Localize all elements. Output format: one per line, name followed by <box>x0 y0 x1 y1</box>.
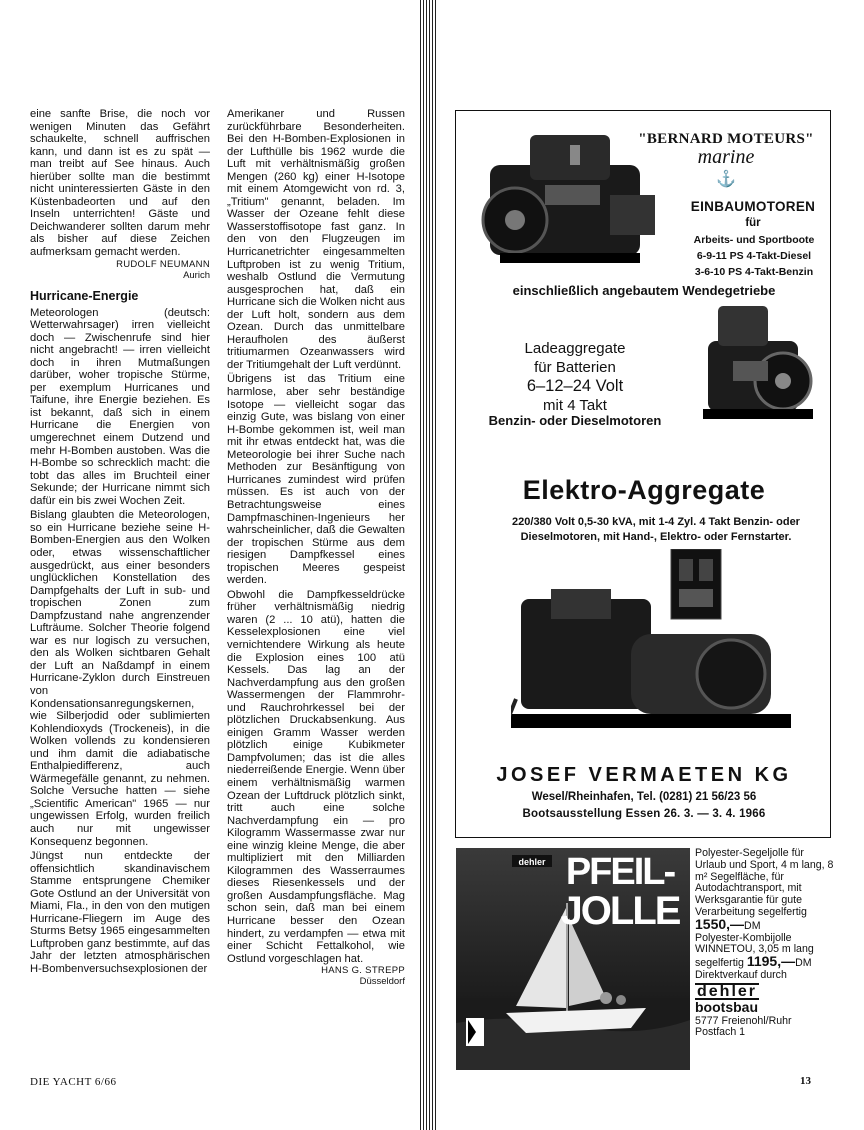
page-spine <box>420 0 436 1130</box>
lade-line: mit 4 Takt <box>543 397 607 414</box>
article-column-2 <box>227 108 405 995</box>
spec-diesel: 6-9-11 PS 4-Takt-Diesel <box>696 250 812 262</box>
article-paragraph: Jüngst nun entdeckte der offensichtlich skandinavischem Stamme entsprungene Chemiker Gote Ostlund an der Universität von Miami, Fla., in den von den mutigen Hurricane-Fliegern im Auge des Sturms Betsy 1965 eingesammelten Luftproben ganz bestimmte, auf das Jahr der letzten atmosphärischen H-Bombenversuchsexplosionen der <box>30 850 210 975</box>
exhibition-dates: Bootsausstellung Essen 26. 3. — 3. 4. 1966 <box>522 808 766 820</box>
pfeil-jolle-title <box>550 848 690 928</box>
wendegetriebe-line: einschließlich angebautem Wendegetriebe <box>512 283 776 298</box>
title-line-1: PFEIL- <box>565 851 675 893</box>
article-paragraph: eine sanfte Brise, die noch vor wenigen Minuten das Gefährt schaukelte, schnell auffrischen kann, und dann ist es zu spät — man treibt auf See hinaus. Auch hierüber sollte man die bestimmt nicht uninteressierten Gäste in den Küstenbadeorten und auf den Inseln unterrichten! Gäste und Deichwanderer sollten darum mehr als bisher auf diese Zeichen aufmerksam gemacht werden. <box>30 108 210 259</box>
winnetou-description: Polyester-Kombijolle WINNETOU, 3,05 m lang segelfertig <box>695 931 814 970</box>
author-place: Aurich <box>183 269 210 281</box>
author-signature: HANS G. STREPP <box>321 965 405 977</box>
company-address: Wesel/Rheinhafen, Tel. (0281) 21 56/23 56 <box>531 791 757 803</box>
article-paragraph: Übrigens ist das Tritium eine harmlose, aber sehr beständige Isotope — vielleicht sogar das einzig Gute, was bislang von einer H-Bombe gekommen ist, weil man mit ihr etwas entdeckt hat, was die Meteorologie bei ihrer Suche nach Methoden zur Besänftigung von Hurricanes zumindest wird prüfen müssen. Es ist auch von der Betrachtungsweise eines Dampfmaschinen-Ingenieurs her wahrscheinlicher, daß die Gewalten der tropischen Stürme aus dem riesigen Dampfkessel eines tropischen Meeres gespeist werden. <box>227 373 405 587</box>
article-paragraph: Obwohl die Dampfkesseldrücke früher verhältnismäßig niedrig waren (2 ... 10 atü), hatten die Kesselexplosionen eine viel vernichtendere Wirkung als heute die Explosion eines 100 atü Kessels. Das lag an der Nachverdampfung aus den großen Wassermengen der Flammrohr- und Rauchrohrkessel bei der plötzlichen Druckabsenkung. Aus einigen Gramm Wasser werden plötzlich einige Kubikmeter Dampfvolumen; das ist die alles niederreißende Energie. Wenn über einem verhältnismäßig warmen Ozean der Luftdruck plötzlich sinkt, tritt auch eine solche Nachverdampfung ein — pro Kilogramm Wassermasse zwar nur eine winzig kleine Menge, die aber multipliziert mit den Milliarden Kilogrammen des Wasserraumes dieses Riesenkessels und der großen Ausdampfungsfläche. Mag schon sein, daß man bei einem Hurricane besser den Ozean hindert, zu verdampfen — etwa mit einer Schicht Fettalkohol, wie Ostlund vorgeschlagen hat. <box>227 588 405 965</box>
elektro-aggregate-heading: Elektro-Aggregate <box>522 475 766 505</box>
article-heading: Hurricane-Energie <box>30 288 139 303</box>
jolle-price: 1550,— <box>695 915 745 932</box>
boats-label: Arbeits- und Sportboote <box>693 234 815 246</box>
article-paragraph: Bislang glaubten die Meteorologen, so ein Hurricane beziehe seine H-Bomben-Energien aus den Wolken oder, etwas wissenschaftlicher ausgedrückt, aus einer besonders unglücklichen Konstellation des Dampfgehalts der Luft in sub- und tropischen Zonen zum Dampfzustand nahe angrenzender Lufträume. Solcher Theorie folgend war es nur logisch zu versuchen, den als Wolken sichtbaren Gehalt der Luft an Naßdampf in einem Hurricane-Zyklon durch Einstreuen von Kondensationsanregungskernen, wie Silberjodid oder sublimierten Kohlendioxyds (Trockeneis), in die Wolken vollends zu kondensieren und ihm damit die adiabatische Enthalpiedifferenz, auch Wärmegefälle genannt, zu nehmen. Solche Versuche hatten — siehe „Scientific American" 1965 — nur ungewissen Erfolg, wurden freilich auch nur mit ungewisser Konsequenz begonnen. <box>30 509 210 848</box>
title-line-2: JOLLE <box>560 889 680 928</box>
elektro-aggregate-spec: 220/380 Volt 0,5-30 kVA, mit 1-4 Zyl. 4 Takt Benzin- oder Dieselmotoren, mit Hand-, Elektro- oder Fernstarter. <box>512 516 800 543</box>
advertisement-vermaeten <box>455 110 831 838</box>
dehler-wordmark <box>512 850 552 874</box>
bernard-logo <box>636 131 816 189</box>
brand-subtitle: marine <box>697 146 755 168</box>
company-name: JOSEF VERMAETEN KG <box>496 764 792 786</box>
page-number: 13 <box>800 1075 811 1087</box>
anchor-icon: ⚓ <box>716 171 736 188</box>
author-place: Düsseldorf <box>359 976 405 988</box>
ladeaggregate-block <box>470 339 680 415</box>
advertisement-dehler <box>456 848 832 1073</box>
magazine-footer: DIE YACHT 6/66 <box>30 1076 117 1088</box>
dehler-address: 5777 Freienohl/Ruhr <box>695 1014 792 1027</box>
einbaumotoren-heading: EINBAUMOTOREN <box>690 199 816 214</box>
dehler-postfach: Postfach 1 <box>695 1026 746 1039</box>
article-paragraph: Meteorologen (deutsch: Wetterwahrsager) irren vielleicht doch — Zwischenrufe sind hier nicht angebracht! — irren vielleicht doch in ihren Mutmaßungen darüber, woher tropische Stürme, per exemplum Hurricanes und Taifune, ihre Energie beziehen. Es ist bekannt, daß sich in einem Hurricane die Energien von umgerechnet einem Dutzend und mehr H-Bomben austoben. Was die H-Bombe so schrecklich macht: die tobt das alles im Bruchteil einer Sekunde; der Hurricane nimmt sich dafür ein bis zwei Wochen Zeit. <box>30 306 210 507</box>
author-signature: RUDOLF NEUMANN <box>116 258 210 270</box>
spec-benzin: 3-6-10 PS 4-Takt-Benzin <box>694 266 814 278</box>
jolle-description: Polyester-Segeljolle für Urlaub und Sport, 4 m lang, 8 m² Segelfläche, für Autodachtransport, mit Werksgarantie für gute Verarbeitung segelfertig <box>695 847 834 918</box>
engine-spec-list <box>678 232 830 280</box>
direktverkauf-label: Direktverkauf durch <box>695 968 787 981</box>
dehler-logo: dehler <box>697 982 758 1000</box>
bootsbau-label: bootsbau <box>695 998 758 1015</box>
currency: DM <box>795 957 812 970</box>
article-column-1 <box>30 108 210 976</box>
fuer-label: für <box>745 217 761 229</box>
lade-line: für Batterien <box>534 359 616 376</box>
charger-engine-image <box>688 301 828 441</box>
lade-line: Ladeaggregate <box>524 340 626 357</box>
winnetou-price: 1195,— <box>746 953 796 970</box>
brand-name: "BERNARD MOTEURS" <box>638 131 814 147</box>
lade-voltage: 6–12–24 Volt <box>526 377 624 395</box>
generator-image <box>511 549 811 749</box>
article-paragraph: Amerikaner und Russen zurückführbare Besonderheiten. Bei den H-Bomben-Explosionen in der Lufthülle bis 1962 wurde die Luft mit verhältnismäßig großen Mengen (260 kg) einer H-Isotope mit einem Atomgewicht von rd. 3, „Tritium" genannt, beladen. Im Wasser der Ozeane fehlt diese Wasserstoffisotope fast ganz. In den von den Flugzeugen im Hurricanetrichter eingesammelten Luftproben ist zu wenig Tritium, weshalb Ostlund die Vermutung ausgesprochen hat, daß ein Hurricane sich die Wolken nicht aus der Luft holt, sondern aus dem Ozean. Durch das unmittelbare Heraufholen des äußerst tritiumarmen Ozeanwassers wird der Tritiumgehalt der Luft verdünnt. <box>227 108 405 371</box>
currency: DM <box>744 919 761 932</box>
dehler-wordmark-text: dehler <box>518 857 546 867</box>
dehler-ad-text <box>695 848 835 1039</box>
benzin-diesel-line: Benzin- oder Dieselmotoren <box>488 413 662 428</box>
